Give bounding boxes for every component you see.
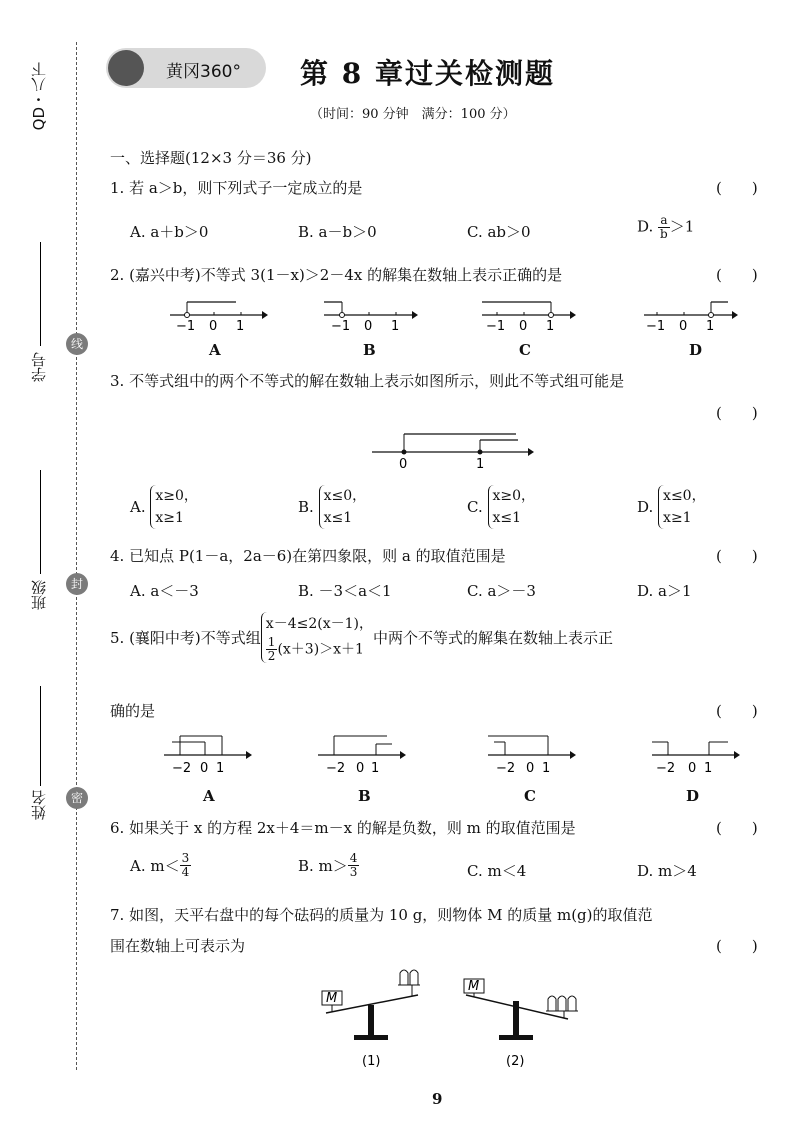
q3-number-line (366, 428, 566, 478)
q4-option-a: A. a＜－3 (130, 582, 199, 600)
q6-option-c: C. m＜4 (467, 862, 527, 880)
q4-option-b: B. －3＜a＜1 (298, 582, 392, 600)
q1-answer-paren: ( ) (716, 179, 758, 197)
q5-tick: 0 (356, 761, 365, 776)
q5-tick: 0 (688, 761, 697, 776)
q5-answer-paren: ( ) (716, 702, 758, 720)
q5-tick: 0 (200, 761, 209, 776)
q6-option-a: A. m＜ $\frac{3}{4}$ (130, 851, 190, 879)
q6-stem: 6. 如果关于 x 的方程 2x＋4＝m－x 的解是负数，则 m 的取值范围是 (110, 819, 576, 837)
q2-tick: 0 (519, 319, 528, 334)
binding-dashed-line (76, 42, 77, 1070)
q4-answer-paren: ( ) (716, 547, 758, 565)
balance-2 (464, 979, 578, 1069)
q5-tick: −2 (172, 761, 192, 776)
q5-tick: −2 (656, 761, 676, 776)
q2-tick: −1 (486, 319, 506, 334)
q3-tick: 1 (476, 457, 485, 472)
object-m-label: M (326, 991, 338, 1006)
balance-1 (322, 970, 420, 1069)
q5-tick: −2 (496, 761, 516, 776)
q2-line-d (644, 302, 738, 334)
q3-option-b: B. x≤0， x≤1 (298, 485, 366, 529)
q2-line-a (170, 302, 268, 334)
q5-line-c (488, 736, 576, 776)
q5-tick: 1 (704, 761, 713, 776)
seal-feng: 封 (66, 573, 88, 595)
exam-meta: （时间：90 分钟 满分：100 分） (310, 107, 516, 122)
q2-tick: 0 (364, 319, 373, 334)
q5-stem: 5. (襄阳中考)不等式组x－4≤2(x－1)， $\frac{1}{2}$ (x＋3)＞x＋1中两个不等式的解集在数轴上表示正 (110, 612, 613, 663)
q3-answer-paren: ( ) (716, 404, 758, 422)
page-title: 第 8 章过关检测题 (300, 57, 555, 90)
series-code: QD・八下 (30, 62, 48, 131)
q3-stem: 3. 不等式组中的两个不等式的解在数轴上表示如图所示，则此不等式组可能是 (110, 372, 625, 390)
section-heading: 一、选择题(12×3 分＝36 分) (110, 149, 312, 167)
q3-option-a: A. x≥0， x≥1 (130, 485, 198, 529)
q5-number-lines (0, 730, 794, 780)
q2-tick: 1 (236, 319, 245, 334)
q5-line-a (164, 736, 252, 776)
brand-badge (106, 48, 266, 88)
q5-line-b (318, 736, 406, 776)
class-label: 班级 (30, 580, 48, 610)
q6-option-b: B. m＞ $\frac{4}{3}$ (298, 851, 358, 879)
q1-option-d: D. $\frac{a}{b}$ ＞1 (637, 213, 695, 241)
q5-tick: 1 (216, 761, 225, 776)
brand-text: 黄冈360° (166, 62, 241, 82)
q2-tick: 1 (391, 319, 400, 334)
q2-stem: 2. (嘉兴中考)不等式 3(1－x)＞2－4x 的解集在数轴上表示正确的是 (110, 266, 563, 284)
q2-label-a: A (209, 341, 221, 359)
q3-option-c: C. x≥0， x≤1 (467, 485, 535, 529)
seal-mi: 密 (66, 787, 88, 809)
q2-tick: 1 (706, 319, 715, 334)
object-m-label: M (468, 979, 480, 994)
q5-stem-cont: 确的是 (110, 702, 156, 720)
q5-line-d (652, 742, 740, 776)
q5-tick: −2 (326, 761, 346, 776)
q3-option-d: D. x≤0， x≥1 (637, 485, 706, 529)
q2-label-d: D (689, 341, 703, 359)
q5-tick: 1 (371, 761, 380, 776)
q6-option-d: D. m＞4 (637, 862, 697, 880)
q2-tick: −1 (176, 319, 196, 334)
q5-label-b: B (358, 787, 371, 805)
q5-label-c: C (524, 787, 536, 805)
q1-option-c: C. ab＞0 (467, 223, 531, 241)
q7-stem-cont: 围在数轴上可表示为 (110, 937, 246, 955)
seal-xian: 线 (66, 333, 88, 355)
q2-number-lines (0, 292, 794, 352)
q7-balance-figures (316, 965, 616, 1075)
weight-triple-2 (548, 996, 576, 1011)
q5-tick: 0 (526, 761, 535, 776)
q7-answer-paren: ( ) (716, 937, 758, 955)
q6-answer-paren: ( ) (716, 819, 758, 837)
q3-tick: 0 (399, 457, 408, 472)
q5-tick: 1 (542, 761, 551, 776)
q2-answer-paren: ( ) (716, 266, 758, 284)
q2-tick: 1 (546, 319, 555, 334)
student-id-label: 学号 (30, 352, 48, 382)
q4-option-d: D. a＞1 (637, 582, 692, 600)
q1-option-b: B. a－b＞0 (298, 223, 377, 241)
q2-line-b (324, 302, 418, 334)
class-blank (40, 470, 41, 574)
q4-stem: 4. 已知点 P(1－a，2a－6)在第四象限，则 a 的取值范围是 (110, 547, 506, 565)
fig1-caption: (1) (362, 1054, 381, 1069)
q2-label-b: B (363, 341, 376, 359)
q7-stem: 7. 如图，天平右盘中的每个砝码的质量为 10 g，则物体 M 的质量 m(g)的取值范 (110, 906, 653, 924)
q2-line-c (482, 302, 576, 334)
weight-pair-1 (400, 970, 418, 985)
q2-tick: 0 (209, 319, 218, 334)
name-label: 姓名 (30, 790, 48, 820)
page-number: 9 (432, 1090, 443, 1108)
q2-tick: −1 (646, 319, 666, 334)
q2-label-c: C (519, 341, 531, 359)
q5-label-a: A (203, 787, 215, 805)
q1-option-a: A. a＋b＞0 (130, 223, 209, 241)
q4-option-c: C. a＞－3 (467, 582, 536, 600)
q2-tick: −1 (331, 319, 351, 334)
q2-tick: 0 (679, 319, 688, 334)
q1-stem: 1. 若 a＞b，则下列式子一定成立的是 (110, 179, 363, 197)
q5-label-d: D (686, 787, 700, 805)
mascot-logo (108, 50, 144, 86)
fig2-caption: (2) (506, 1054, 525, 1069)
